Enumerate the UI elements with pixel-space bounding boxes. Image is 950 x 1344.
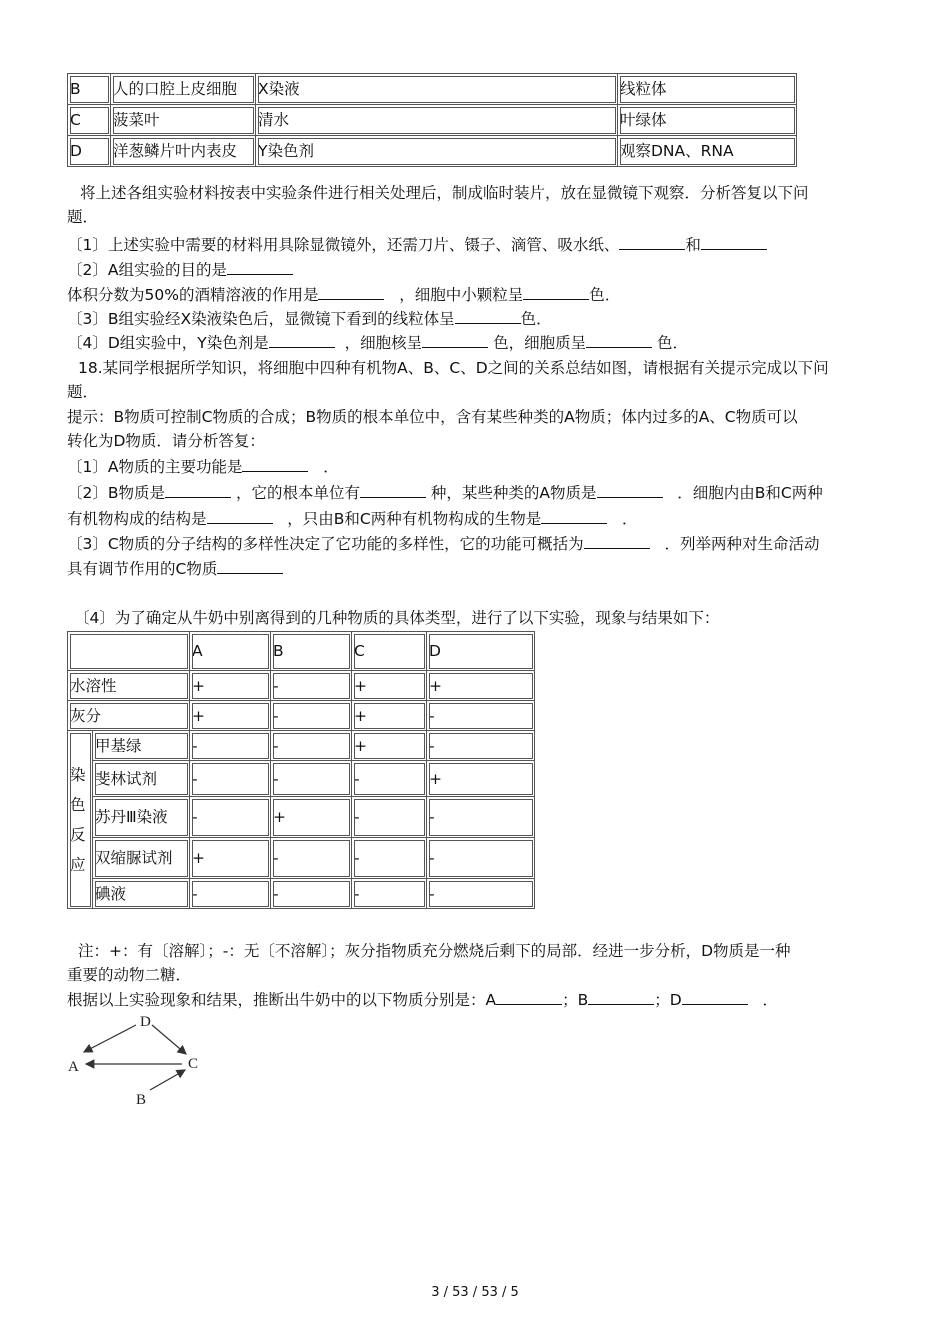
answer-blank — [165, 482, 231, 498]
question-text: ；B — [562, 991, 589, 1009]
question-text: ；D — [654, 991, 682, 1009]
arrow-d-to-c — [152, 1025, 186, 1054]
sub-question-2b — [67, 508, 887, 530]
row-label: 甲基绿 — [93, 731, 190, 761]
node-a-label: A — [68, 1059, 79, 1075]
table-cell: 观察DNA、RNA — [618, 136, 797, 167]
table-cell: - — [271, 761, 352, 797]
question-text: ． — [323, 458, 339, 476]
question-text: ． — [622, 510, 638, 528]
table-cell: - — [427, 701, 535, 731]
table-header-cell: B — [271, 632, 352, 671]
table-cell: + — [352, 701, 427, 731]
question-text: 体积分数为50%的酒精溶液的作用是 — [67, 286, 319, 304]
table-cell: - — [190, 797, 271, 838]
table-header-cell: D — [427, 632, 535, 671]
table-cell: 线粒体 — [618, 74, 797, 105]
question-3 — [67, 308, 887, 330]
table-cell: - — [190, 879, 271, 909]
table-cell: + — [352, 731, 427, 761]
table-cell: + — [271, 797, 352, 838]
question-text: 〔4〕D组实验中，Y染色剂是 — [67, 334, 269, 352]
arrow-d-to-a — [84, 1025, 136, 1052]
table-cell: + — [427, 671, 535, 701]
sub-question-3b — [67, 558, 887, 580]
table-cell: - — [427, 879, 535, 909]
answer-blank — [318, 284, 384, 300]
question-text: ，只由B和C两种有机物构成的生物是 — [287, 510, 542, 528]
answer-blank — [455, 308, 521, 324]
group-label-char: 色 — [70, 795, 86, 814]
paragraph: 题． — [67, 208, 99, 226]
table-cell: C — [68, 105, 111, 136]
paragraph: 18.某同学根据所学知识，将细胞中四种有机物A、B、C、D之间的关系总结如图，请根据有关提示完成以下问 — [78, 359, 829, 377]
question-2b — [67, 284, 887, 306]
question-text: 根据以上实验现象和结果，推断出牛奶中的以下物质分别是：A — [67, 991, 497, 1009]
table-cell: + — [190, 838, 271, 879]
group-label — [68, 731, 93, 909]
answer-blank — [523, 284, 589, 300]
question-text: 〔1〕上述实验中需要的材料用具除显微镜外，还需刀片、镊子、滴管、吸水纸、 — [67, 236, 620, 254]
question-text: 〔3〕B组实验经X染液染色后，显微镜下看到的线粒体呈 — [67, 310, 455, 328]
paragraph: 提示：B物质可控制C物质的合成；B物质的根本单位中，含有某些种类的A物质；体内过多的A、C物质可以 — [67, 408, 798, 426]
experiment-table — [67, 73, 797, 167]
node-b-label: B — [136, 1092, 147, 1108]
row-label: 双缩脲试剂 — [93, 838, 190, 879]
table-cell: 叶绿体 — [618, 105, 797, 136]
answer-blank — [207, 508, 273, 524]
conclusion — [67, 989, 887, 1011]
question-text: 〔2〕A组实验的目的是 — [67, 261, 227, 279]
answer-blank — [682, 989, 748, 1005]
question-text: 种，某些种类的A物质是 — [430, 484, 597, 502]
table-cell: X染液 — [256, 74, 618, 105]
question-text: 有机物构成的结构是 — [67, 510, 207, 528]
question-text: ．列举两种对生命活动 — [664, 535, 820, 553]
answer-blank — [360, 482, 426, 498]
table-row — [68, 879, 535, 909]
question-4 — [67, 332, 887, 354]
paragraph: 转化为D物质．请分析答复： — [67, 432, 265, 450]
question-text: ．细胞内由B和C两种 — [677, 484, 823, 502]
arrow-b-to-c — [150, 1070, 185, 1090]
answer-blank — [496, 989, 562, 1005]
paragraph: 注：+：有〔溶解〕；-：无〔不溶解〕；灰分指物质充分燃烧后剩下的局部．经进一步分析，D物质是一种 — [78, 942, 791, 960]
table-header-cell: C — [352, 632, 427, 671]
answer-blank — [597, 482, 663, 498]
row-label: 碘液 — [93, 879, 190, 909]
group-label-char: 应 — [70, 855, 86, 874]
table-cell: Y染色剂 — [256, 136, 618, 167]
table-cell: - — [352, 879, 427, 909]
paragraph: 重要的动物二糖． — [67, 966, 192, 984]
table-row — [68, 74, 797, 105]
question-text: 具有调节作用的C物质 — [67, 560, 218, 578]
answer-blank — [541, 508, 607, 524]
sub-question-4: 〔4〕为了确定从牛奶中别离得到的几种物质的具体类型，进行了以下实验，现象与结果如下： — [74, 609, 720, 627]
question-text: 色． — [657, 334, 689, 352]
sub-question-3 — [67, 533, 887, 555]
table-cell: - — [427, 838, 535, 879]
question-text: 色． — [520, 310, 552, 328]
sub-question-1 — [67, 456, 887, 478]
table-cell: - — [271, 838, 352, 879]
answer-blank — [217, 558, 283, 574]
table-cell: 洋葱鳞片叶内表皮 — [111, 136, 256, 167]
table-cell: - — [352, 797, 427, 838]
table-cell: - — [271, 879, 352, 909]
table-header-row — [68, 632, 535, 671]
table-row — [68, 731, 535, 761]
group-label-char: 染 — [70, 765, 86, 784]
table-header-cell: A — [190, 632, 271, 671]
answer-blank — [586, 332, 652, 348]
table-header-cell — [68, 632, 190, 671]
table-cell: + — [190, 671, 271, 701]
question-text: ，细胞核呈 — [344, 334, 423, 352]
table-row — [68, 701, 535, 731]
question-2 — [67, 259, 887, 281]
table-row — [68, 105, 797, 136]
node-d-label: D — [140, 1014, 151, 1030]
question-1 — [67, 234, 887, 256]
answer-blank — [701, 234, 767, 250]
question-text: 〔3〕C物质的分子结构的多样性决定了它功能的多样性，它的功能可概括为 — [67, 535, 584, 553]
table-cell: 菠菜叶 — [111, 105, 256, 136]
question-text: 〔1〕A物质的主要功能是 — [67, 458, 243, 476]
substance-relationship-diagram — [64, 1010, 214, 1110]
table-cell: 人的口腔上皮细胞 — [111, 74, 256, 105]
table-cell: - — [427, 731, 535, 761]
answer-blank — [227, 259, 293, 275]
paragraph: 将上述各组实验材料按表中实验条件进行相关处理后，制成临时装片，放在显微镜下观察．分析答复以下问 — [80, 184, 809, 202]
table-cell: + — [352, 671, 427, 701]
table-cell: + — [427, 761, 535, 797]
question-text: 色． — [589, 286, 621, 304]
row-label: 苏丹Ⅲ染液 — [93, 797, 190, 838]
table-cell: - — [271, 731, 352, 761]
table-cell: - — [271, 701, 352, 731]
sub-question-2 — [67, 482, 887, 504]
table-cell: B — [68, 74, 111, 105]
question-text: 〔2〕B物质是 — [67, 484, 165, 502]
table-cell: - — [427, 797, 535, 838]
table-cell: D — [68, 136, 111, 167]
paragraph: 题． — [67, 383, 99, 401]
table-row — [68, 838, 535, 879]
table-row — [68, 136, 797, 167]
answer-blank — [584, 533, 650, 549]
question-text: ，细胞中小颗粒呈 — [399, 286, 524, 304]
row-label: 斐林试剂 — [93, 761, 190, 797]
answer-blank — [269, 332, 335, 348]
page-number: 3 / 53 / 53 / 5 — [431, 1285, 519, 1300]
table-cell: - — [190, 761, 271, 797]
milk-substance-table — [67, 631, 535, 909]
table-cell: 清水 — [256, 105, 618, 136]
group-label-char: 反 — [70, 825, 86, 844]
table-row — [68, 797, 535, 838]
table-cell: - — [352, 838, 427, 879]
question-text: 色，细胞质呈 — [493, 334, 587, 352]
table-row — [68, 671, 535, 701]
node-c-label: C — [188, 1056, 199, 1072]
answer-blank — [588, 989, 654, 1005]
table-cell: - — [352, 761, 427, 797]
answer-blank — [422, 332, 488, 348]
answer-blank — [619, 234, 685, 250]
row-label: 水溶性 — [68, 671, 190, 701]
question-text: ，它的根本单位有 — [235, 484, 360, 502]
table-row — [68, 761, 535, 797]
question-text: 和 — [685, 236, 701, 254]
table-cell: + — [190, 701, 271, 731]
question-text: ． — [762, 991, 778, 1009]
row-label: 灰分 — [68, 701, 190, 731]
table-cell: - — [190, 731, 271, 761]
table-cell: - — [271, 671, 352, 701]
answer-blank — [242, 456, 308, 472]
